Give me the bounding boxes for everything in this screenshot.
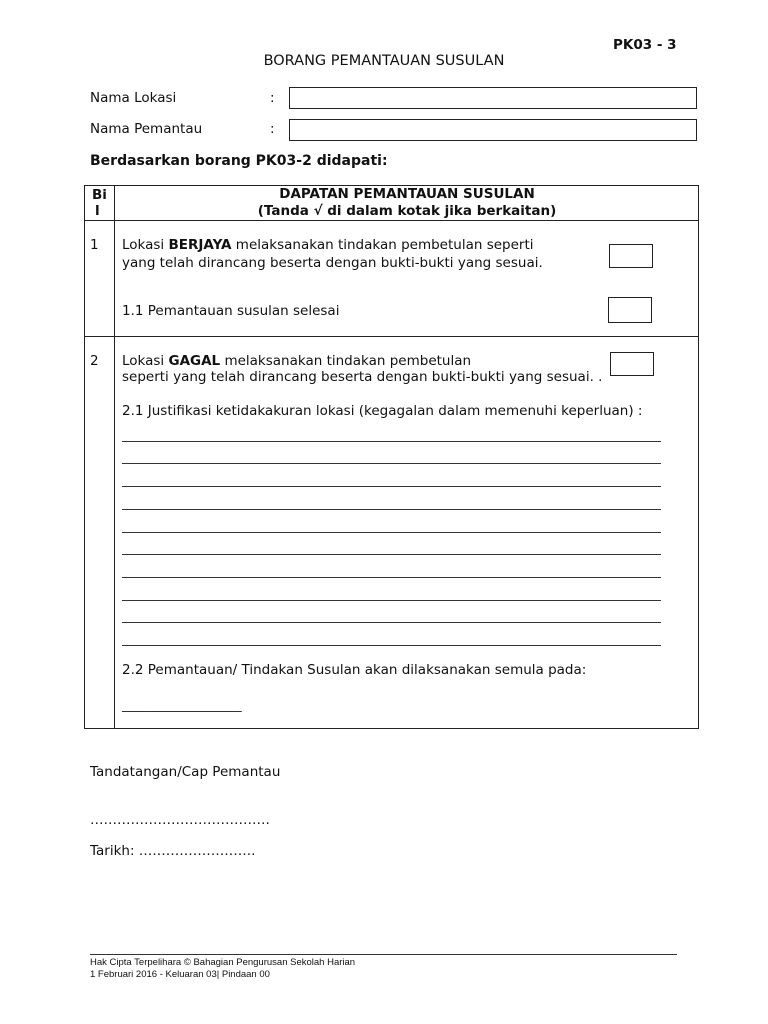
row2-justification-label: 2.1 Justifikasi ketidakakuran lokasi (kegagalan dalam memenuhi keperluan) : [122,403,643,419]
monitor-label: Nama Pemantau [90,121,203,137]
row2-number: 2 [90,353,99,369]
row2-followup-label: 2.2 Pemantauan/ Tindakan Susulan akan dilaksanakan semula pada: [122,662,587,678]
row1-sub-checkbox[interactable] [608,297,652,323]
table-row-divider [84,336,699,337]
row2-keyword: GAGAL [168,353,221,369]
row1-keyword: BERJAYA [168,237,232,253]
location-colon: : [270,90,275,106]
document-code: PK03 - 3 [613,37,677,53]
table-header-instruction: (Tanda √ di dalam kotak jika berkaitan) [257,203,557,219]
row1-checkbox[interactable] [609,244,653,268]
monitor-colon: : [270,121,275,137]
row2-checkbox[interactable] [610,352,654,376]
justification-line[interactable] [122,622,661,623]
followup-date-blank[interactable]: ___________________ [122,697,242,712]
justification-line[interactable] [122,463,661,464]
row2-prefix: Lokasi [122,353,169,369]
column-bil-part1: Bi [92,187,107,203]
signature-date[interactable]: Tarikh: …………………….. [90,843,256,859]
table-column-divider [114,185,115,729]
location-field[interactable] [289,87,697,109]
justification-line[interactable] [122,532,661,533]
intro-text: Berdasarkan borang PK03-2 didapati: [90,153,388,169]
justification-line[interactable] [122,554,661,555]
justification-line[interactable] [122,509,661,510]
footer-divider [90,954,677,955]
row1-statement-line2: yang telah dirancang beserta dengan bukti-bukti yang sesuai. [122,255,543,271]
justification-line[interactable] [122,645,661,646]
table-header-divider [84,220,699,221]
row1-statement [122,237,534,253]
row1-suffix: melaksanakan tindakan pembetulan seperti [231,237,534,253]
signature-label: Tandatangan/Cap Pemantau [90,764,281,780]
row1-number: 1 [90,237,99,253]
row1-sub-item: 1.1 Pemantauan susulan selesai [122,303,340,319]
footer-version: 1 Februari 2016 - Keluaran 03| Pindaan 00 [90,969,270,980]
monitor-field[interactable] [289,119,697,141]
footer-copyright: Hak Cipta Terpelihara © Bahagian Pengurusan Sekolah Harian [90,957,356,968]
page-title: BORANG PEMANTAUAN SUSULAN [263,53,505,69]
row1-prefix: Lokasi [122,237,169,253]
justification-line[interactable] [122,600,661,601]
row2-statement-line2: seperti yang telah dirancang beserta dengan bukti-bukti yang sesuai. . [122,369,603,385]
justification-line[interactable] [122,441,661,442]
signature-line[interactable]: …………………………………. [90,812,270,828]
row2-statement [122,353,471,369]
column-bil-part2: l [95,203,100,219]
justification-line[interactable] [122,577,661,578]
table-header-title: DAPATAN PEMANTAUAN SUSULAN [279,186,535,202]
justification-line[interactable] [122,486,661,487]
row2-suffix: melaksanakan tindakan pembetulan [220,353,472,369]
location-label: Nama Lokasi [90,90,177,106]
